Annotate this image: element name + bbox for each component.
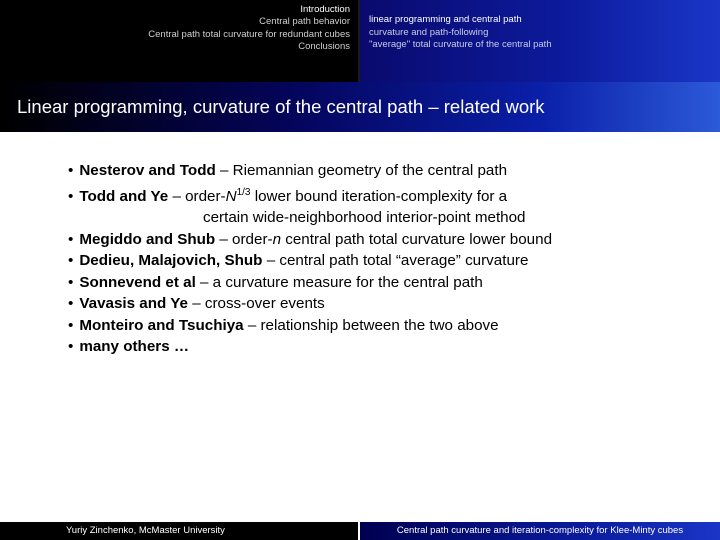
section-nav [0,0,358,82]
bullet-marker: • [68,162,74,179]
list-item-authors: Sonnevend et al [79,273,196,291]
list-item-authors: Megiddo and Shub [79,230,216,248]
bullet-marker: • [68,273,74,291]
list-item [68,250,552,272]
list-item-text: central path total curvature lower bound [281,230,553,248]
list-item-authors: many others … [79,338,190,356]
list-item-authors: Dedieu, Malajovich, Shub [79,252,263,270]
bullet-marker: • [68,338,74,356]
list-item-authors: Todd and Ye [79,187,169,205]
list-item [68,229,552,251]
talk-title: Central path curvature and iteration-complexity for Klee-Minty cubes [396,525,684,536]
list-item-text: – order- [168,187,226,205]
list-item-authors: Vavasis and Ye [79,295,188,313]
math-variable: N [225,187,237,205]
title-bar [0,82,720,132]
list-item-authors: Monteiro and Tsuchiya [79,316,244,334]
list-item [68,160,552,182]
nav-subsection-lp-central-path[interactable]: linear programming and central path [369,14,522,25]
slide-title: Linear programming, curvature of the central path – related work [17,96,545,117]
list-item-text: lower bound iteration-complexity for a [250,187,508,205]
list-item [68,336,552,358]
nav-subsection-average-curvature[interactable]: "average" total curvature of the central path [369,39,552,50]
bullet-marker: • [68,252,74,270]
list-item-text: – relationship between the two above [243,316,499,334]
footer-author [0,522,358,540]
bullet-marker: • [68,187,74,205]
list-item-text: – Riemannian geometry of the central path [215,162,508,179]
math-variable: n [272,230,282,248]
related-work-list [68,160,552,358]
subsection-nav [360,0,720,82]
nav-section-introduction[interactable]: Introduction [300,4,350,15]
list-item [68,182,552,229]
nav-section-conclusions[interactable]: Conclusions [298,40,350,52]
list-item-continuation: certain wide-neighborhood interior-point method [203,209,526,227]
list-item [68,315,552,337]
list-item-text: – cross-over events [187,295,325,313]
author-affiliation: Yuriy Zinchenko, McMaster University [66,525,225,536]
bullet-marker: • [68,295,74,313]
nav-subsection-curvature-path-following[interactable]: curvature and path-following [369,26,489,38]
list-item-text: – central path total “average” curvature [262,252,529,270]
nav-section-redundant-cubes[interactable]: Central path total curvature for redundant cubes [148,28,350,40]
list-item-text: – order- [215,230,273,248]
list-item-text: – a curvature measure for the central path [195,273,483,291]
list-item-authors: Nesterov and Todd [79,162,216,179]
list-item [68,293,552,315]
list-item [68,272,552,294]
bullet-marker: • [68,230,74,248]
math-exponent: 1/3 [236,186,251,198]
nav-section-central-path-behavior[interactable]: Central path behavior [259,16,350,28]
footer-talk-title [360,522,720,540]
bullet-marker: • [68,316,74,334]
